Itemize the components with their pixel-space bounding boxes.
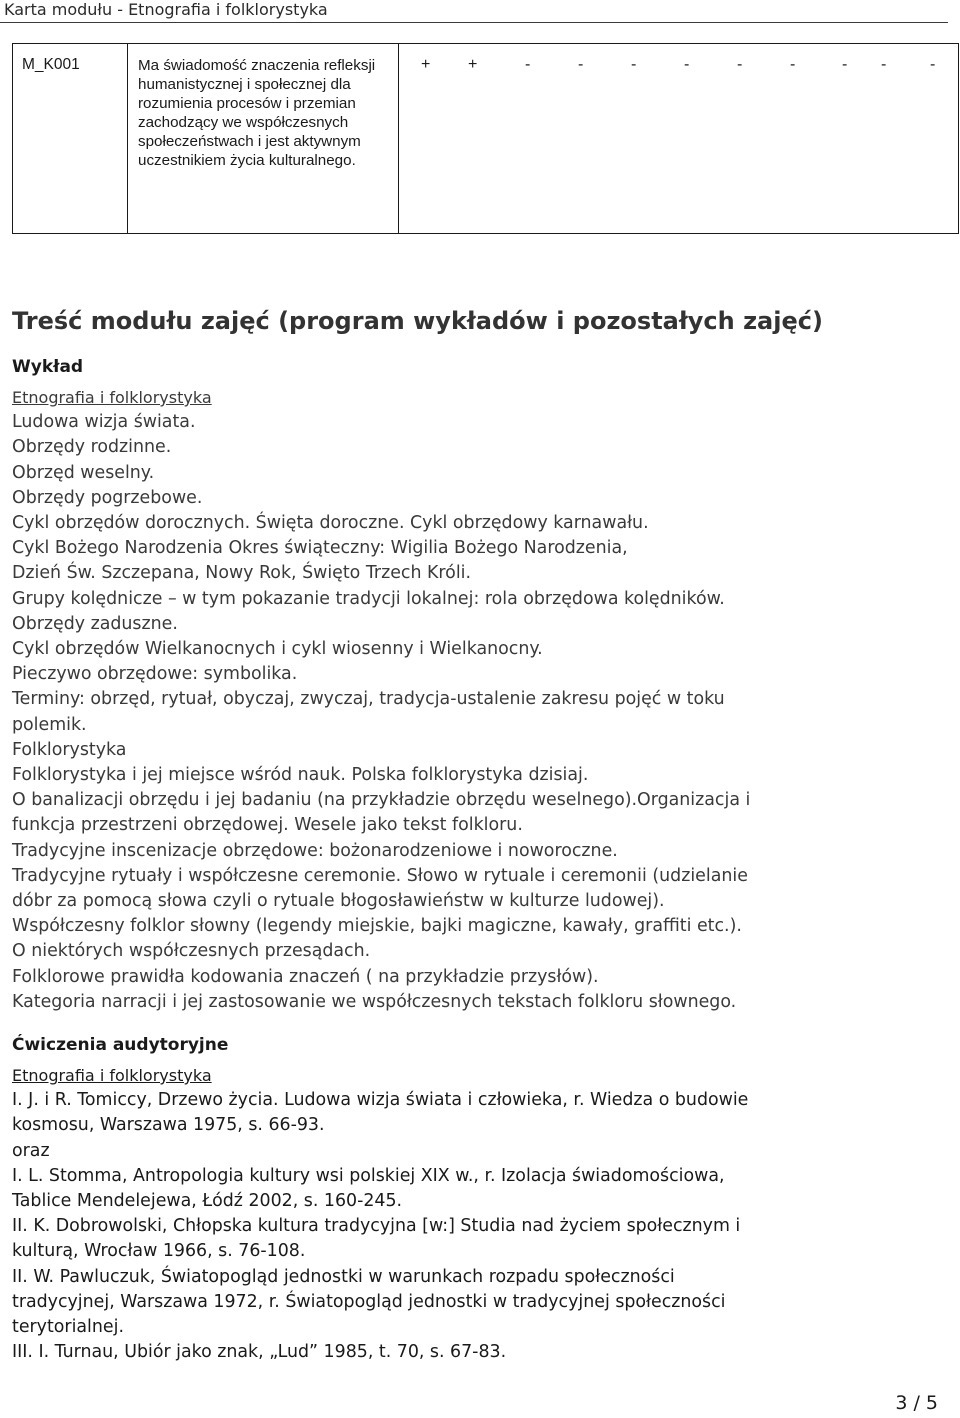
lecture-line: Pieczywo obrzędowe: symbolika. [12, 664, 298, 685]
exercise-line: Tablice Mendelejewa, Łódź 2002, s. 160-245. [12, 1191, 403, 1212]
folklore-subject: Folklorystyka [12, 739, 127, 760]
lecture-line: Obrzędy zaduszne. [12, 613, 178, 634]
outcome-code: M_K001 [22, 56, 80, 73]
outcome-mark: - [525, 56, 531, 73]
exercises-heading: Ćwiczenia audytoryjne [12, 1035, 229, 1055]
lecture-line: Obrzędy rodzinne. [12, 437, 172, 458]
folklore-line: O banalizacji obrzędu i jej badaniu (na przykładzie obrzędu weselnego).Organizacja i [12, 790, 751, 811]
content-heading: Treść modułu zajęć (program wykładów i pozostałych zajęć) [12, 307, 823, 335]
folklore-line: dóbr za pomocą słowa czyli o rytuale błogosławieństw w kulturze ludowej). [12, 891, 665, 912]
exercise-line: I. J. i R. Tomiccy, Drzewo życia. Ludowa wizja świata i człowieka, r. Wiedza o budowie [12, 1090, 749, 1111]
exercise-line: kosmosu, Warszawa 1975, s. 66-93. [12, 1115, 325, 1136]
exercise-line: II. W. Pawluczuk, Światopogląd jednostki w warunkach rozpadu społeczności [12, 1266, 675, 1287]
lecture-line: Cykl Bożego Narodzenia Okres świąteczny: Wigilia Bożego Narodzenia, [12, 538, 628, 559]
lecture-line: Ludowa wizja świata. [12, 412, 196, 433]
outcome-mark: - [881, 56, 887, 73]
folklore-line: Kategoria narracji i jej zastosowanie we współczesnych tekstach folkloru słownego. [12, 991, 737, 1012]
lecture-line: Obrzędy pogrzebowe. [12, 487, 203, 508]
lecture-line: Terminy: obrzęd, rytuał, obyczaj, zwyczaj, tradycja-ustalenie zakresu pojęć w toku [12, 689, 725, 710]
exercises-subject: Etnografia i folklorystyka [12, 1066, 212, 1085]
exercise-line: oraz [12, 1140, 50, 1161]
folklore-line: Tradycyjne rytuały i współczesne ceremonie. Słowo w rytuale i ceremonii (udzielanie [12, 865, 748, 886]
folklore-line: Folklorystyka i jej miejsce wśród nauk. Polska folklorystyka dzisiaj. [12, 765, 589, 786]
folklore-line: O niektórych współczesnych przesądach. [12, 941, 371, 962]
outcome-mark: - [790, 56, 796, 73]
document-title: Karta modułu - Etnografia i folklorystyka [4, 0, 328, 19]
lecture-subject: Etnografia i folklorystyka [12, 388, 212, 407]
folklore-line: Współczesny folklor słowny (legendy miejskie, bajki magiczne, kawały, graffiti etc.). [12, 916, 742, 937]
outcome-mark: - [842, 56, 848, 73]
outcome-mark: + [468, 56, 478, 73]
lecture-line: Obrzęd weselny. [12, 462, 155, 483]
page-header [0, 0, 948, 23]
outcome-mark: - [578, 56, 584, 73]
outcome-mark: + [421, 56, 431, 73]
outcome-mark: - [684, 56, 690, 73]
lecture-line: Grupy kolędnicze – w tym pokazanie tradycji lokalnej: rola obrzędowa kolędników. [12, 588, 725, 609]
folklore-line: Tradycyjne inscenizacje obrzędowe: bożonarodzeniowe i noworoczne. [12, 840, 618, 861]
exercise-line: tradycyjnej, Warszawa 1972, r. Światopogląd jednostki w tradycyjnej społeczności [12, 1291, 726, 1312]
lecture-heading: Wykład [12, 357, 84, 377]
exercise-line: I. L. Stomma, Antropologia kultury wsi polskiej XIX w., r. Izolacja świadomościowa, [12, 1165, 725, 1186]
exercise-line: kulturą, Wrocław 1966, s. 76-108. [12, 1241, 306, 1262]
outcome-description-cell [128, 44, 399, 233]
learning-outcome-table [12, 43, 959, 234]
outcome-mark: - [737, 56, 743, 73]
exercises-block [12, 1063, 947, 1365]
outcome-mark: - [930, 56, 936, 73]
lecture-line: Cykl obrzędów Wielkanocnych i cykl wiosenny i Wielkanocny. [12, 639, 543, 660]
outcome-mark: - [631, 56, 637, 73]
lecture-line: Cykl obrzędów dorocznych. Święta doroczne. Cykl obrzędowy karnawału. [12, 513, 649, 534]
exercise-line: terytorialnej. [12, 1317, 124, 1338]
lecture-block [12, 385, 947, 1015]
lecture-line: Dzień Św. Szczepana, Nowy Rok, Święto Trzech Króli. [12, 563, 472, 584]
lecture-line: polemik. [12, 714, 87, 735]
exercise-line: III. I. Turnau, Ubiór jako znak, „Lud” 1985, t. 70, s. 67-83. [12, 1342, 507, 1363]
exercise-line: II. K. Dobrowolski, Chłopska kultura tradycyjna [w:] Studia nad życiem społecznym i [12, 1216, 741, 1237]
folklore-line: funkcja przestrzeni obrzędowej. Wesele jako tekst folkloru. [12, 815, 523, 836]
folklore-line: Folklorowe prawidła kodowania znaczeń ( na przykładzie przysłów). [12, 966, 599, 987]
page-number: 3 / 5 [895, 1392, 938, 1414]
outcome-description: Ma świadomość znaczenia refleksji humanistycznej i społecznej dla rozumienia procesów i przemian zachodzący we współczesnych społeczeństwach i jest aktywnym uczestnikiem życia kulturalnego. [138, 57, 376, 169]
outcome-code-cell [13, 44, 128, 233]
